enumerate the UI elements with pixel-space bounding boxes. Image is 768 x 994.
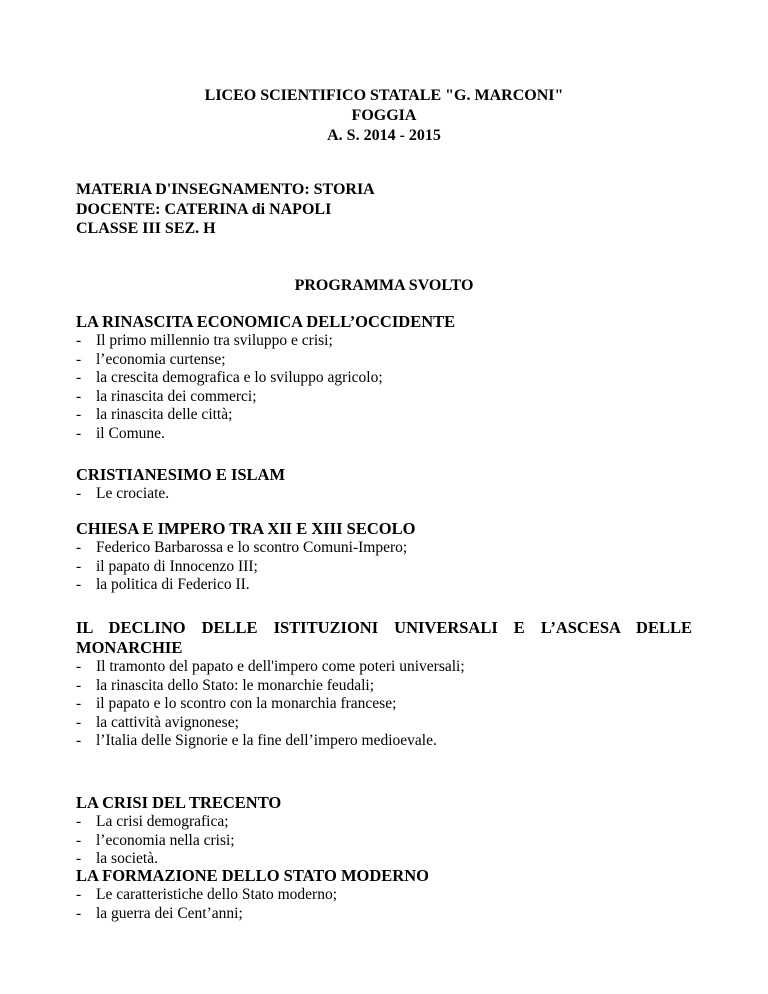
bullet-dash: - (76, 406, 82, 424)
list-item-text: la cattività avignonese; (96, 713, 239, 731)
section-cristianesimo-islam (76, 465, 692, 504)
list-item (76, 732, 692, 751)
section-stato-moderno (76, 866, 692, 923)
list-item-text: l’economia curtense; (96, 350, 226, 368)
list-item (76, 332, 692, 351)
list-item (76, 558, 692, 577)
list-item (76, 406, 692, 425)
list-item-text: il Comune. (96, 424, 165, 442)
document-header (76, 86, 692, 146)
bullet-dash: - (76, 369, 82, 387)
section-title: CHIESA E IMPERO TRA XII E XIII SECOLO (76, 519, 416, 538)
section-title: CRISTIANESIMO E ISLAM (76, 465, 286, 484)
list-item (76, 714, 692, 733)
bullet-dash: - (76, 485, 82, 502)
list-item (76, 832, 692, 851)
list-item-text: la società. (96, 850, 158, 868)
list-item-text: Le caratteristiche dello Stato moderno; (96, 886, 338, 903)
bullet-dash: - (76, 850, 82, 868)
bullet-dash: - (76, 332, 82, 349)
list-item-text: la politica di Federico II. (96, 576, 250, 594)
school-city: FOGGIA (351, 107, 417, 124)
list-item (76, 576, 692, 595)
bullet-dash: - (76, 387, 82, 405)
class-line: CLASSE III SEZ. H (76, 220, 216, 237)
school-year: A. S. 2014 - 2015 (327, 127, 441, 144)
list-item-text: il papato di Innocenzo III; (96, 557, 258, 575)
list-item-text: Il tramonto del papato e dell'impero come poteri universali; (96, 658, 465, 675)
bullet-dash: - (76, 713, 82, 731)
bullet-dash: - (76, 350, 82, 368)
bullet-dash: - (76, 886, 82, 903)
list-item (76, 813, 692, 832)
bullet-dash: - (76, 576, 82, 594)
bullet-dash: - (76, 732, 82, 750)
list-item (76, 388, 692, 407)
bullet-dash: - (76, 676, 82, 694)
teacher-line: DOCENTE: CATERINA di NAPOLI (76, 200, 332, 218)
list-item (76, 369, 692, 388)
section-crisi-trecento (76, 793, 692, 869)
bullet-dash: - (76, 831, 82, 849)
section-title: IL DECLINO DELLE ISTITUZIONI UNIVERSALI E L’ASCESA DELLE MONARCHIE (76, 618, 692, 657)
list-item (76, 539, 692, 558)
subject-line: MATERIA D'INSEGNAMENTO: STORIA (76, 181, 375, 198)
list-item-text: la rinascita dei commerci; (96, 387, 257, 405)
bullet-dash: - (76, 539, 82, 556)
section-list (76, 658, 692, 751)
list-item (76, 886, 692, 905)
school-name: LICEO SCIENTIFICO STATALE "G. MARCONI" (204, 87, 564, 104)
list-item-text: la rinascita delle città; (96, 406, 233, 424)
bullet-dash: - (76, 557, 82, 575)
section-list (76, 813, 692, 869)
list-item-text: Federico Barbarossa e lo scontro Comuni-Impero; (96, 539, 408, 556)
section-chiesa-impero (76, 519, 692, 595)
bullet-dash: - (76, 658, 82, 675)
bullet-dash: - (76, 695, 82, 713)
section-list (76, 539, 692, 595)
bullet-dash: - (76, 424, 82, 442)
list-item (76, 695, 692, 714)
list-item-text: l’economia nella crisi; (96, 831, 235, 849)
list-item (76, 658, 692, 677)
list-item-text: la rinascita dello Stato: le monarchie feudali; (96, 676, 375, 694)
section-declino-istituzioni (76, 618, 692, 751)
section-title: LA CRISI DEL TRECENTO (76, 793, 282, 812)
list-item-text: la guerra dei Cent’anni; (96, 904, 243, 922)
section-title: LA FORMAZIONE DELLO STATO MODERNO (76, 866, 429, 885)
program-title: PROGRAMMA SVOLTO (294, 277, 474, 294)
list-item (76, 485, 692, 504)
list-item-text: la crescita demografica e lo sviluppo agricolo; (96, 369, 383, 387)
section-title: LA RINASCITA ECONOMICA DELL’OCCIDENTE (76, 312, 456, 331)
list-item-text: il papato e lo scontro con la monarchia francese; (96, 695, 397, 713)
course-info (76, 180, 692, 239)
section-rinascita-economica (76, 312, 692, 444)
section-list (76, 886, 692, 923)
bullet-dash: - (76, 904, 82, 922)
bullet-dash: - (76, 813, 82, 830)
list-item-text: La crisi demografica; (96, 813, 229, 830)
list-item (76, 677, 692, 696)
list-item (76, 351, 692, 370)
section-list (76, 485, 692, 504)
list-item-text: l’Italia delle Signorie e la fine dell’impero medioevale. (96, 732, 437, 750)
list-item-text: Il primo millennio tra sviluppo e crisi; (96, 332, 333, 349)
section-list (76, 332, 692, 444)
list-item-text: Le crociate. (96, 485, 170, 502)
list-item (76, 905, 692, 924)
list-item (76, 425, 692, 444)
